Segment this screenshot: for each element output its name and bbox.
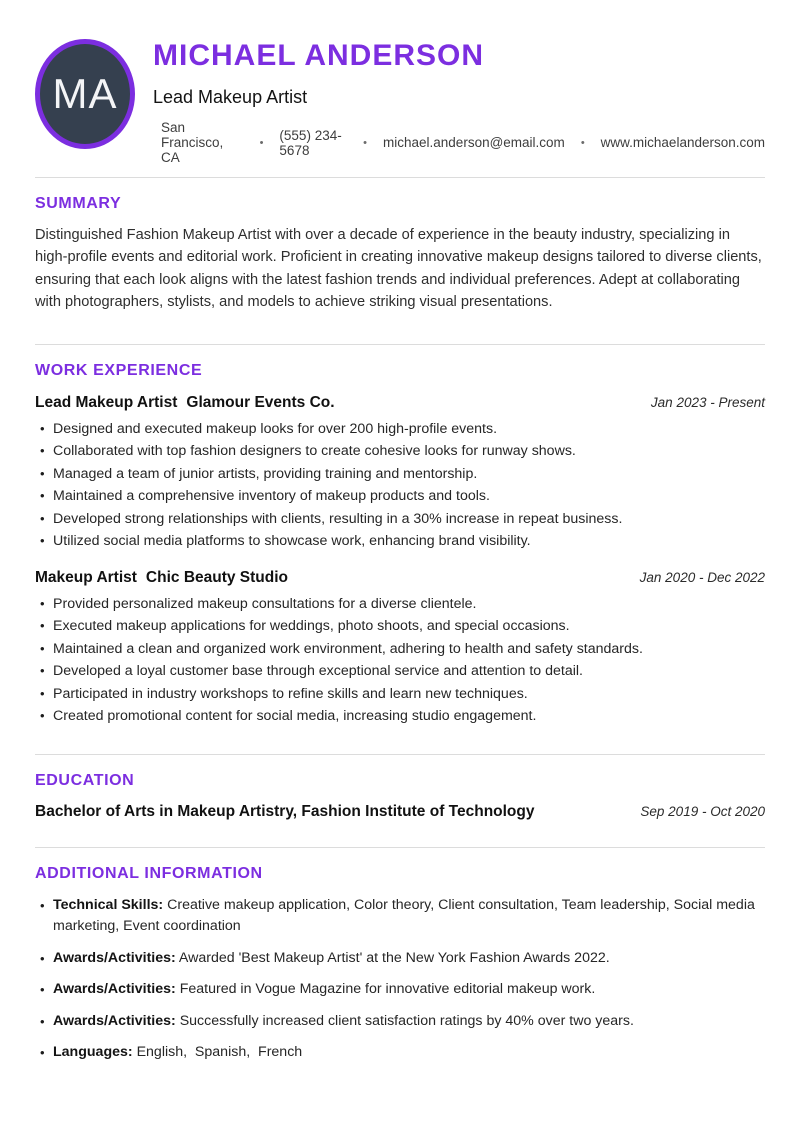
job-bullet: • Utilized social media platforms to showcase work, enhancing brand visibility.: [35, 530, 765, 553]
education-row: [35, 803, 765, 821]
item-label: Technical Skills:: [53, 896, 164, 913]
candidate-title: Lead Makeup Artist: [153, 87, 308, 107]
item-text: Awarded 'Best Makeup Artist' at the New York Fashion Awards 2022.: [178, 949, 610, 966]
additional-info-item: [35, 979, 765, 1001]
item-text: Creative makeup application, Color theory, Client consultation, Team leadership, Social media marketing, Event coordination: [53, 896, 759, 935]
item-label: Languages:: [53, 1044, 133, 1061]
contact-location: San Francisco, CA: [161, 120, 224, 165]
item-label: Awards/Activities:: [53, 981, 176, 998]
additional-info-section: [35, 865, 765, 1064]
education-dates: Sep 2019 - Oct 2020: [640, 803, 765, 819]
job-company: Chic Beauty Studio: [145, 568, 289, 586]
job-header-row: [35, 394, 765, 412]
job-entry: [35, 569, 765, 728]
dot-separator-icon: •: [580, 136, 585, 149]
dot-separator-icon: •: [259, 136, 264, 149]
work-experience-section: [35, 362, 765, 728]
job-dates: Jan 2023 - Present: [650, 394, 765, 410]
divider: [35, 847, 765, 848]
education-section: [35, 772, 765, 821]
item-text: Successfully increased client satisfaction ratings by 40% over two years.: [179, 1012, 634, 1029]
additional-info-item: [35, 895, 765, 938]
additional-info-list: [35, 895, 765, 1064]
dot-separator-icon: •: [363, 136, 368, 149]
item-label: Awards/Activities:: [53, 949, 176, 966]
additional-info-item: [35, 1042, 765, 1064]
work-experience-heading: WORK EXPERIENCE: [35, 361, 203, 379]
job-title-line: [35, 394, 335, 412]
candidate-name: MICHAEL ANDERSON: [153, 39, 485, 72]
header-text: [153, 39, 765, 165]
divider: [35, 754, 765, 755]
job-bullet: • Designed and executed makeup looks for over 200 high-profile events.: [35, 418, 765, 441]
job-bullet: • Created promotional content for social media, increasing studio engagement.: [35, 705, 765, 728]
job-bullet: • Executed makeup applications for weddings, photo shoots, and special occasions.: [35, 615, 765, 638]
avatar: [35, 39, 135, 149]
job-role: Lead Makeup Artist: [35, 393, 178, 411]
summary-section: [35, 195, 765, 314]
job-bullet: • Participated in industry workshops to refine skills and learn new techniques.: [35, 683, 765, 706]
contact-phone: (555) 234-5678: [279, 127, 342, 158]
education-heading: EDUCATION: [35, 771, 135, 789]
divider: [35, 344, 765, 345]
item-text: English, Spanish, French: [136, 1044, 303, 1061]
job-entry: [35, 394, 765, 553]
item-label: Awards/Activities:: [53, 1012, 176, 1029]
additional-info-heading: ADDITIONAL INFORMATION: [35, 864, 263, 882]
job-bullet: • Developed strong relationships with clients, resulting in a 30% increase in repeat business.: [35, 508, 765, 531]
job-header-row: [35, 569, 765, 587]
job-bullet: • Maintained a comprehensive inventory of makeup products and tools.: [35, 485, 765, 508]
job-bullet: • Provided personalized makeup consultations for a diverse clientele.: [35, 593, 765, 616]
education-degree: Bachelor of Arts in Makeup Artistry, Fashion Institute of Technology: [35, 802, 535, 820]
job-bullet-list: [35, 593, 765, 728]
job-bullet: • Collaborated with top fashion designers to create cohesive looks for runway shows.: [35, 440, 765, 463]
avatar-initials: MA: [52, 70, 118, 117]
job-company: Glamour Events Co.: [186, 393, 335, 411]
summary-text: Distinguished Fashion Makeup Artist with over a decade of experience in the beauty industry, specializing in high-profile events and editorial work. Proficient in creating innovative makeup designs tailored to diverse clients, ensuring that each look aligns with the latest fashion trends and individual preferences. Adept at collaborating with photographers, stylists, and models to achieve striking visual presentations.: [35, 227, 762, 311]
additional-info-item: [35, 948, 765, 970]
item-text: Featured in Vogue Magazine for innovative editorial makeup work.: [179, 981, 596, 998]
job-title-line: [35, 569, 288, 587]
contact-email: michael.anderson@email.com: [383, 135, 565, 150]
job-bullet: • Maintained a clean and organized work environment, adhering to health and safety standards.: [35, 638, 765, 661]
job-bullet: • Developed a loyal customer base through exceptional service and attention to detail.: [35, 660, 765, 683]
summary-heading: SUMMARY: [35, 195, 122, 212]
contact-line: [161, 120, 765, 165]
additional-info-item: [35, 1011, 765, 1033]
contact-website: www.michaelanderson.com: [600, 135, 765, 150]
divider: [35, 177, 765, 178]
resume-header: [35, 39, 765, 165]
job-bullet: • Managed a team of junior artists, providing training and mentorship.: [35, 463, 765, 486]
job-dates: Jan 2020 - Dec 2022: [639, 569, 765, 585]
job-bullet-list: [35, 418, 765, 553]
job-role: Makeup Artist: [35, 568, 137, 586]
